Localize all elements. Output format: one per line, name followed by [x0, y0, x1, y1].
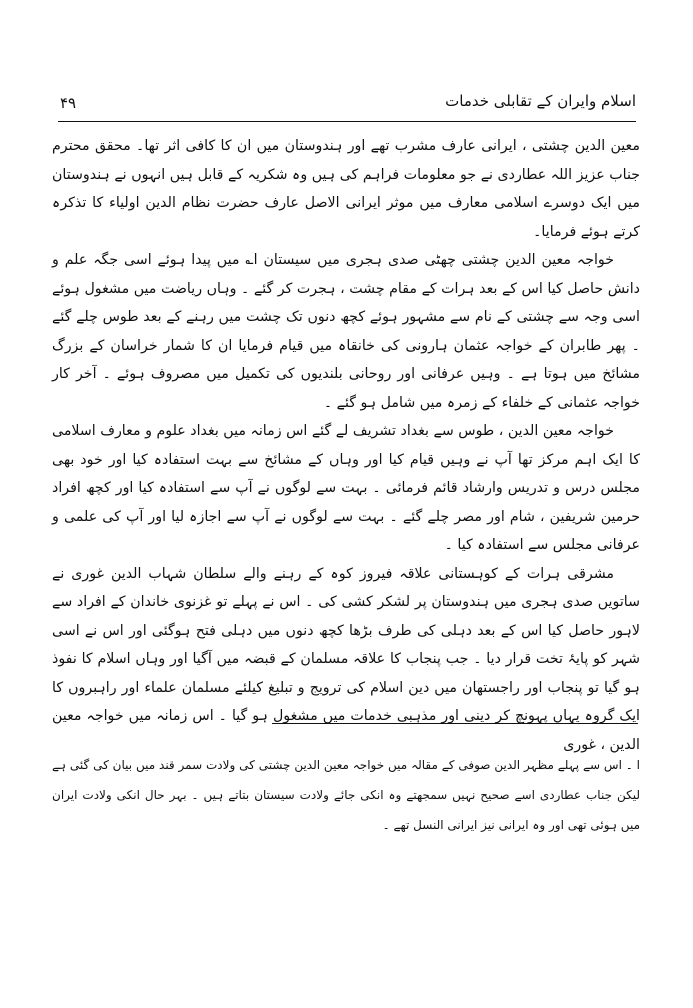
- page-number: ۴۹: [60, 94, 77, 112]
- paragraph: معین الدین چشتی ، ایرانی عارف مشرب تھے اور ہندوستان میں ان کا کافی اثر تھا۔ محقق محترم جناب عزیز اللہ عطاردی نے جو معلومات فراہم کی ہیں وہ شکریہ کے قابل ہیں انہوں نے ہندوستان میں ایک دوسرے اسلامی معارف میں موثر ایرانی الاصل عارف حضرت نظام الدین اولیاء کا تذکرہ کرتے ہوئے فرمایا۔: [52, 138, 640, 240]
- running-title: اسلام وایران کے تقابلی خدمات: [445, 92, 636, 110]
- body-text: [52, 132, 640, 759]
- header-rule: [58, 121, 636, 122]
- paragraph: خواجہ معین الدین چشتی چھٹی صدی ہجری میں سیستان ا؎ میں پیدا ہوئے اسی جگہ علم و دانش حاصل کیا اس کے بعد ہرات کے مقام چشت ، ہجرت کر گئے ۔ وہاں ریاضت میں مشغول ہوئے اسی وجہ سے چشتی کے نام سے مشہور ہوئے کچھ دنوں تک چشت میں رہنے کے بعد طوس چلے گئے ۔ پھر طابران کے خواجہ عثمان ہارونی کی خانقاہ میں قیام فرمایا ان کا شمار خراسان کے بزرگ مشائخ میں ہوتا ہے ۔ وہیں عرفانی اور روحانی بلندیوں کی تکمیل میں مصروف ہوئے ۔ آخر کار خواجہ عثمانی کے خلفاء کے زمرہ میں شامل ہو گئے ۔: [52, 252, 640, 411]
- footnote: ا ۔ اس سے پہلے مظہر الدین صوفی کے مقالہ میں خواجہ معین الدین چشتی کی ولادت سمر قند میں بیان کی گئی ہے لیکن جناب عطاردی اسے صحیح نہیں سمجھتے وہ انکی جائے ولادت سیستان بتاتے ہیں ۔ بہر حال انکی ولادت ایران میں ہوئی تھی اور وہ ایرانی نیز ایرانی النسل تھے ۔: [52, 758, 640, 832]
- running-header: [58, 92, 636, 118]
- footnote-separator: [272, 723, 638, 724]
- paragraph: خواجہ معین الدین ، طوس سے بغداد تشریف لے گئے اس زمانہ میں بغداد علوم و معارف اسلامی کا ایک اہم مرکز تھا آپ نے وہیں قیام کیا اور وہاں کے مشائخ سے بہت استفادہ کیا اور خود بھی مجلس درس و تدریس وارشاد قائم فرمائی ۔ بہت سے لوگوں نے آپ سے استفادہ کیا اور کچھ افراد حرمین شریفین ، شام اور مصر چلے گئے ۔ بہت سے لوگوں نے آپ سے اجازہ لیا اور آپ کی علمی و عرفانی مجلس سے استفادہ کیا ۔: [52, 423, 640, 553]
- paragraph: مشرقی ہرات کے کوہستانی علاقہ فیروز کوہ کے رہنے والے سلطان شہاب الدین غوری نے ساتویں صدی ہجری میں ہندوستان پر لشکر کشی کی ۔ اس نے پہلے تو غزنوی خاندان کے افراد سے لاہور حاصل کیا اس کے بعد دہلی کی طرف بڑھا کچھ دنوں میں دہلی فتح ہوگئی اور اس نے اسی شہر کو پایۂ تخت قرار دیا ۔ جب پنجاب کا علاقہ مسلمان کے قبضہ میں آگیا اور وہاں اسلام کا نفوذ ہو گیا تو پنجاب اور راجستھان میں دین اسلام کی ترویج و تبلیغ کیلئے مسلمان علماء اور راہبروں کا ایک گروہ یہاں پہونچ کر دینی اور مذہبی خدمات میں مشغول ہو گیا ۔ اس زمانہ میں خواجہ معین الدین ، غوری: [52, 565, 640, 753]
